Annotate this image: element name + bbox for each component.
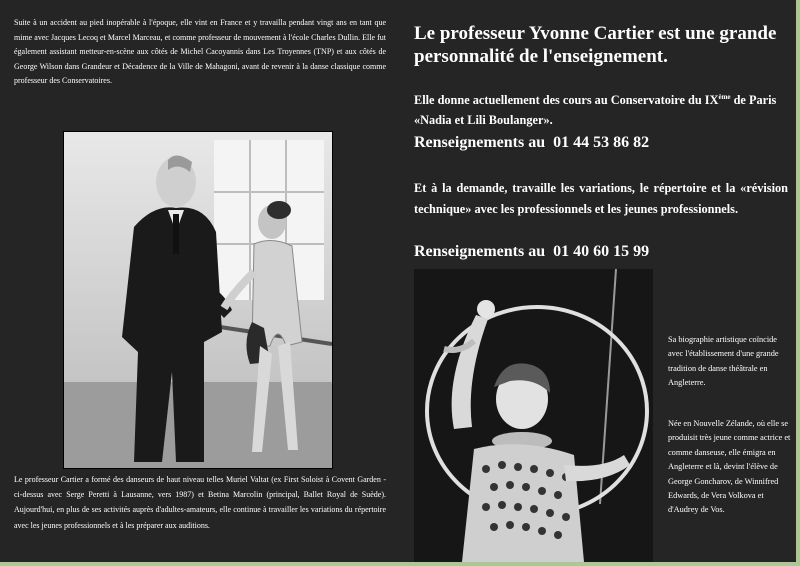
phone-line-1 xyxy=(414,133,794,153)
intro-paragraph: Suite à un accident au pied inopérable à l'époque, elle vint en France et y travailla pendant vingt ans en tant que mime avec Jacques Lecoq et Marcel Marceau, et comme professeur de mouvement à l'école Charles Dullin. Elle fut également assistant metteur-en-scène aux côtés de Michel Cacoyannis dans Les Troyennes (TNP) et aux côtés de George Wilson dans Grandeur et Décadence de la Ville de Mahagoni, avant de revenir à la danse classique comme professeur des Conservatoires. xyxy=(14,18,386,86)
phone-2-number: 01 40 60 15 99 xyxy=(553,243,650,260)
phone-1-number: 01 44 53 86 82 xyxy=(553,134,650,151)
biography-paragraph-1: Sa biographie artistique coïncide avec l'établissement d'une grande tradition de danse théâtrale en Angleterre. xyxy=(668,335,779,388)
page-headline: Le professeur Yvonne Cartier est une grande personnalité de l'enseignement. xyxy=(414,23,777,67)
hoop-dancer-illustration xyxy=(414,269,653,562)
page-border-bottom xyxy=(0,562,800,566)
phone-2-label: Renseignements au xyxy=(414,243,546,260)
phone-1-label: Renseignements au xyxy=(414,134,546,151)
variations-paragraph: Et à la demande, travaille les variations, le répertoire et la «révision technique» avec les professionnels et les jeunes professionnels. xyxy=(414,181,788,216)
phone-line-2 xyxy=(414,242,794,262)
hoop-dancer-photo xyxy=(414,269,653,562)
rehearsal-photo xyxy=(63,131,333,469)
ordinal-superscript: ème xyxy=(718,93,731,101)
conservatoire-paragraph xyxy=(414,90,792,130)
rehearsal-photo-illustration xyxy=(64,132,332,468)
conservatoire-text-start: Elle donne actuellement des cours au Conservatoire du IX xyxy=(414,93,719,107)
conservatoire-text-end: de Paris «Nadia et Lili Boulanger». xyxy=(414,93,777,127)
biography-paragraph-2: Née en Nouvelle Zélande, où elle se produisit très jeune comme actrice et comme danseuse, elle émigra en Angleterre et là, devint l'élève de George Goncharov, de Winnifred Edwards, de Vera Volkova et d'Audrey de Vos. xyxy=(668,419,791,515)
photo-caption: Le professeur Cartier a formé des danseurs de haut niveau telles Muriel Valtat (ex First Soloist à Covent Garden - ci-dessus avec Serge Peretti à Lausanne, vers 1987) et Betina Marcolin (principal, Ballet Royal de Suède). Aujourd'hui, en plus de ses activités auprès d'adultes-amateurs, elle continue à travailler les variations du répertoire avec les jeunes professionnels et à les préparer aux auditions. xyxy=(14,475,386,530)
page-border-right xyxy=(796,0,800,566)
